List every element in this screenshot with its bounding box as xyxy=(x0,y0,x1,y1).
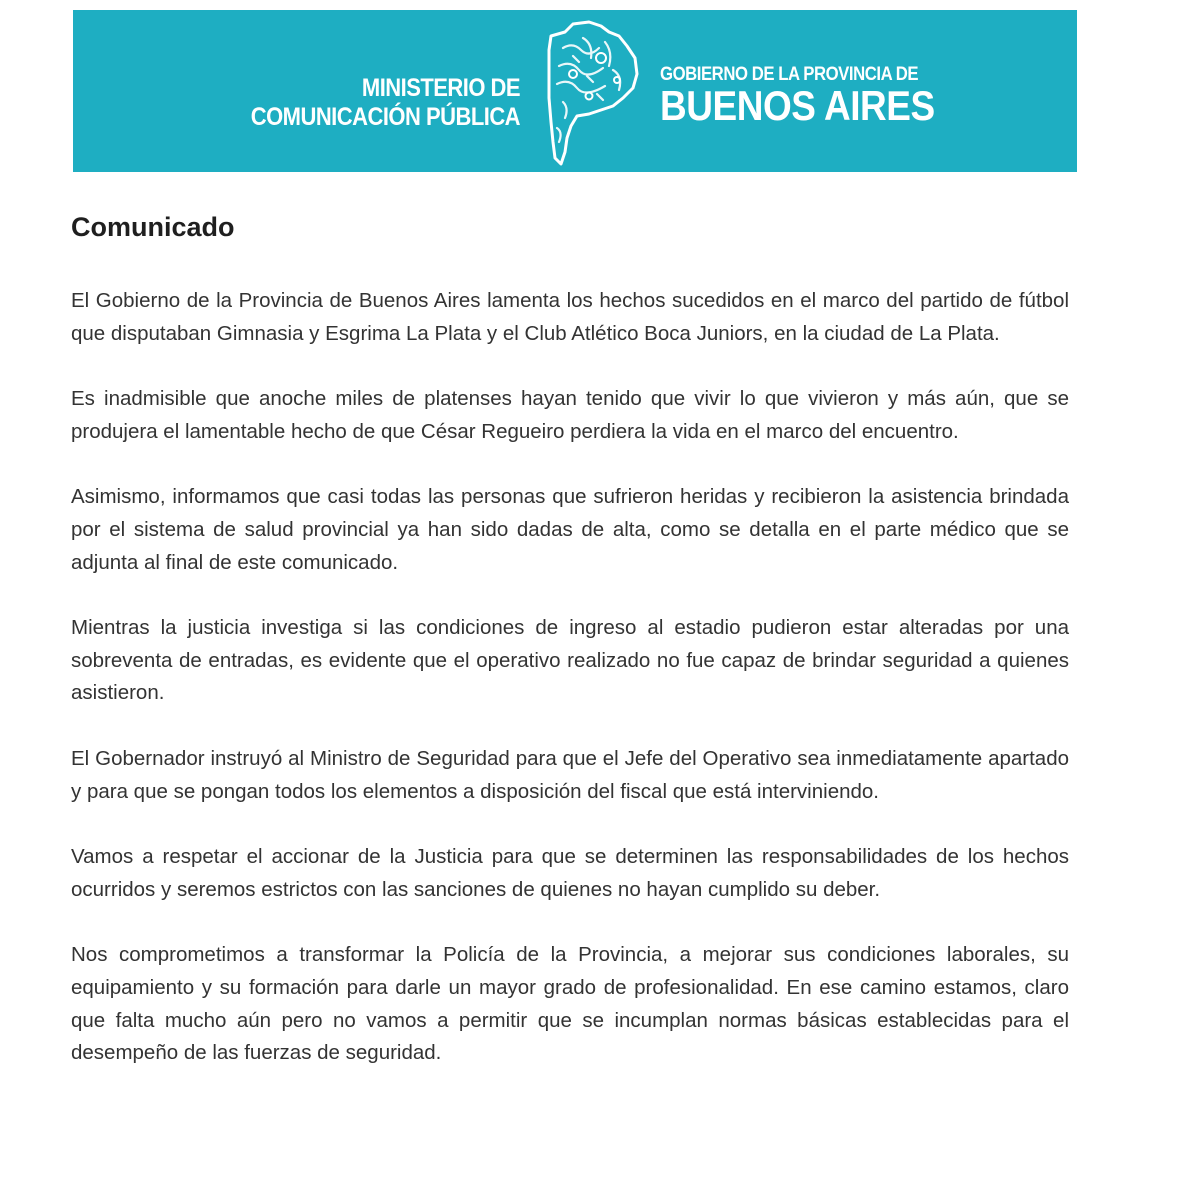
paragraph: El Gobierno de la Provincia de Buenos Aires lamenta los hechos sucedidos en el marco del partido de fútbol que disputaban Gimnasia y Esgrima La Plata y el Club Atlético Boca Juniors, en la ciudad de La Plata. xyxy=(71,289,1069,345)
paragraph: El Gobernador instruyó al Ministro de Seguridad para que el Jefe del Operativo sea inmediatamente apartado y para que se pongan todos los elementos a disposición del fiscal que está interviniendo. xyxy=(71,746,1069,803)
paragraph: Mientras la justicia investiga si las condiciones de ingreso al estadio pudieron estar alteradas por una sobreventa de entradas, es evidente que el operativo realizado no fue capaz de brindar seguridad a quienes asistieron. xyxy=(71,616,1069,705)
paragraph: Es inadmisible que anoche miles de platenses hayan tenido que vivir lo que vivieron y más aún, que se produjera el lamentable hecho de que César Regueiro perdiera la vida en el marco del encuentro. xyxy=(71,387,1069,443)
ministry-line-1: MINISTERIO DE xyxy=(361,74,520,102)
paragraph: Vamos a respetar el accionar de la Justicia para que se determinen las responsabilidades de los hechos ocurridos y seremos estrictos con las sanciones de quienes no hayan cumplido su deber. xyxy=(71,845,1069,901)
document-title: Comunicado xyxy=(71,212,235,242)
buenos-aires-province-map-icon xyxy=(543,18,643,166)
government-line-2: BUENOS AIRES xyxy=(660,82,935,129)
ministry-line-2: COMUNICACIÓN PÚBLICA xyxy=(250,103,520,131)
paragraph: Asimismo, informamos que casi todas las personas que sufrieron heridas y recibieron la asistencia brindada por el sistema de salud provincial ya han sido dadas de alta, como se detalla en el parte médico que se adjunta al final de este comunicado. xyxy=(71,485,1069,574)
government-line-1: GOBIERNO DE LA PROVINCIA DE xyxy=(660,64,919,85)
government-name xyxy=(660,64,935,129)
paragraph: Nos comprometimos a transformar la Policía de la Provincia, a mejorar sus condiciones laborales, su equipamiento y su formación para darle un mayor grado de profesionalidad. En ese camino estamos, claro que falta mucho aún pero no vamos a permitir que se incumplan normas básicas establecidas para el desempeño de las fuerzas de seguridad. xyxy=(71,943,1069,1065)
ministry-name xyxy=(251,74,520,132)
document-body xyxy=(71,285,1069,1103)
